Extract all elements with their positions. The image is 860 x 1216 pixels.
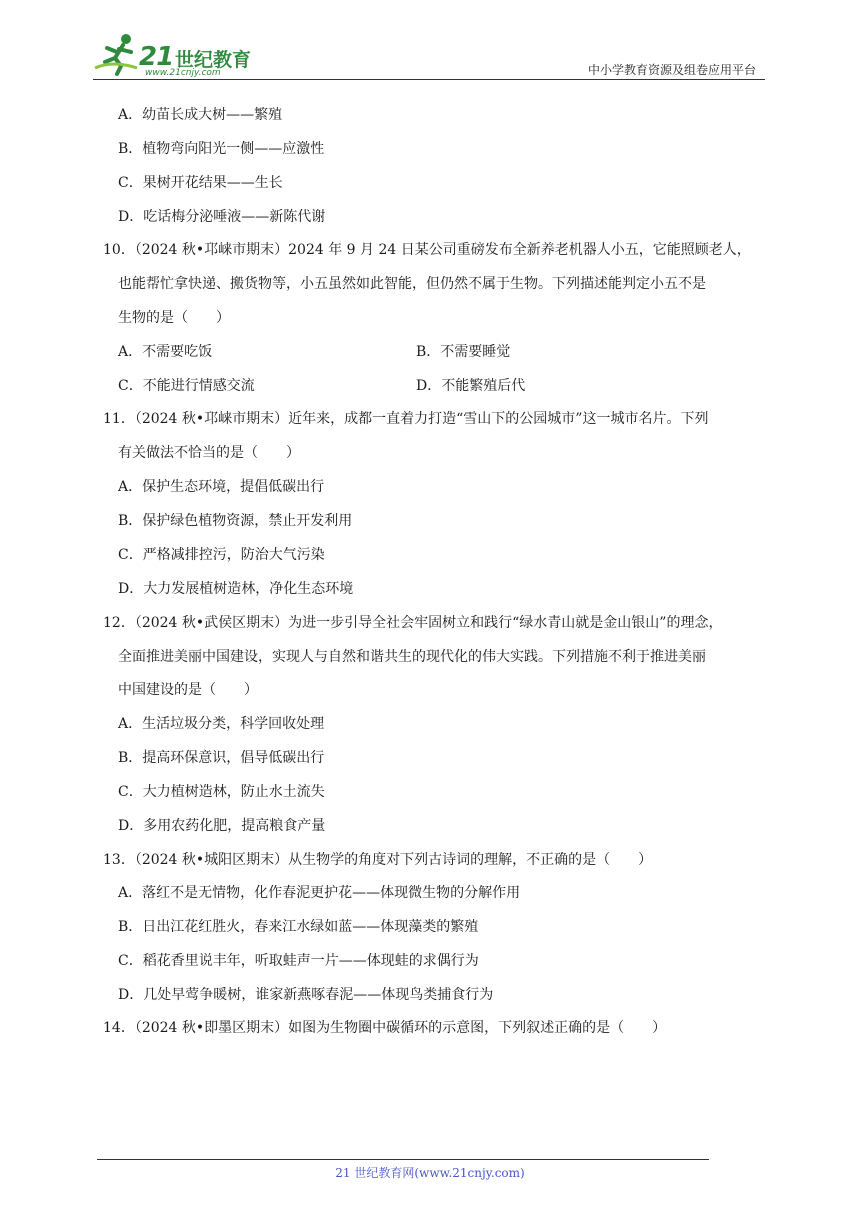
- option-c: C．严格减排控污，防治大气污染: [118, 547, 325, 563]
- option-c: C．稻花香里说丰年，听取蛙声一片——体现蛙的求偶行为: [118, 953, 479, 969]
- footer-divider: [97, 1159, 709, 1160]
- question-10-stem-line3: 生物的是（ ）: [118, 310, 230, 326]
- option-d: D．大力发展植树造林，净化生态环境: [118, 581, 354, 597]
- option-a: A．生活垃圾分类，科学回收处理: [118, 716, 325, 732]
- logo-url: www.21cnjy.com: [145, 68, 221, 78]
- question-10-stem-line2: 也能帮忙拿快递、搬货物等，小五虽然如此智能，但仍然不属于生物。下列描述能判定小五不是: [118, 276, 706, 292]
- logo: [93, 32, 263, 80]
- page-header: [0, 0, 860, 80]
- question-11-stem-line2: 有关做法不恰当的是（ ）: [118, 445, 300, 461]
- option-d: D．不能繁殖后代: [416, 378, 526, 394]
- platform-name: 中小学教育资源及组卷应用平台: [587, 63, 756, 77]
- logo-number: 21: [139, 42, 174, 72]
- option-b: B．不需要睡觉: [416, 344, 511, 360]
- option-a: A．保护生态环境，提倡低碳出行: [118, 479, 325, 495]
- runner-logo-icon: [93, 32, 143, 76]
- question-12-stem: 12．（2024 秋•武侯区期末）为进一步引导全社会牢固树立和践行“绿水青山就是金山银山”的理念，: [103, 615, 723, 631]
- question-14-stem: 14．（2024 秋•即墨区期末）如图为生物圈中碳循环的示意图，下列叙述正确的是（ ）: [103, 1020, 667, 1036]
- logo-text: 世纪教育: [175, 49, 252, 71]
- question-13-stem: 13．（2024 秋•城阳区期末）从生物学的角度对下列古诗词的理解，不正确的是（ ）: [103, 852, 653, 868]
- option-d: D．多用农药化肥，提高粮食产量: [118, 818, 326, 834]
- option-c: C．大力植树造林，防止水土流失: [118, 784, 325, 800]
- option-c: C．果树开花结果——生长: [118, 175, 283, 191]
- option-d: D．几处早莺争暖树，谁家新燕啄春泥——体现鸟类捕食行为: [118, 987, 494, 1003]
- question-12-stem-line2: 全面推进美丽中国建设，实现人与自然和谐共生的现代化的伟大实践。下列措施不利于推进美丽: [118, 649, 706, 665]
- question-11-stem: 11．（2024 秋•邛崃市期末）近年来，成都一直着力打造“雪山下的公园城市”这一城市名片。下列: [103, 411, 709, 427]
- option-d: D．吃话梅分泌唾液——新陈代谢: [118, 209, 326, 225]
- option-a: A．落红不是无情物，化作春泥更护花——体现微生物的分解作用: [118, 885, 521, 901]
- option-b: B．日出江花红胜火，春来江水绿如蓝——体现藻类的繁殖: [118, 919, 479, 935]
- option-b: B．提高环保意识，倡导低碳出行: [118, 750, 325, 766]
- option-a: A．不需要吃饭: [118, 344, 213, 360]
- option-b: B．植物弯向阳光一侧——应激性: [118, 141, 325, 157]
- question-10-stem: 10．（2024 秋•邛崃市期末）2024 年 9 月 24 日某公司重磅发布全新养老机器人小五，它能照顾老人，: [103, 242, 751, 258]
- footer-link[interactable]: 21 世纪教育网(www.21cnjy.com): [335, 1166, 525, 1180]
- option-a: A．幼苗长成大树——繁殖: [118, 107, 283, 123]
- question-12-stem-line3: 中国建设的是（ ）: [118, 682, 258, 698]
- header-divider: [93, 79, 765, 80]
- option-b: B．保护绿色植物资源，禁止开发利用: [118, 513, 353, 529]
- option-c: C．不能进行情感交流: [118, 378, 255, 394]
